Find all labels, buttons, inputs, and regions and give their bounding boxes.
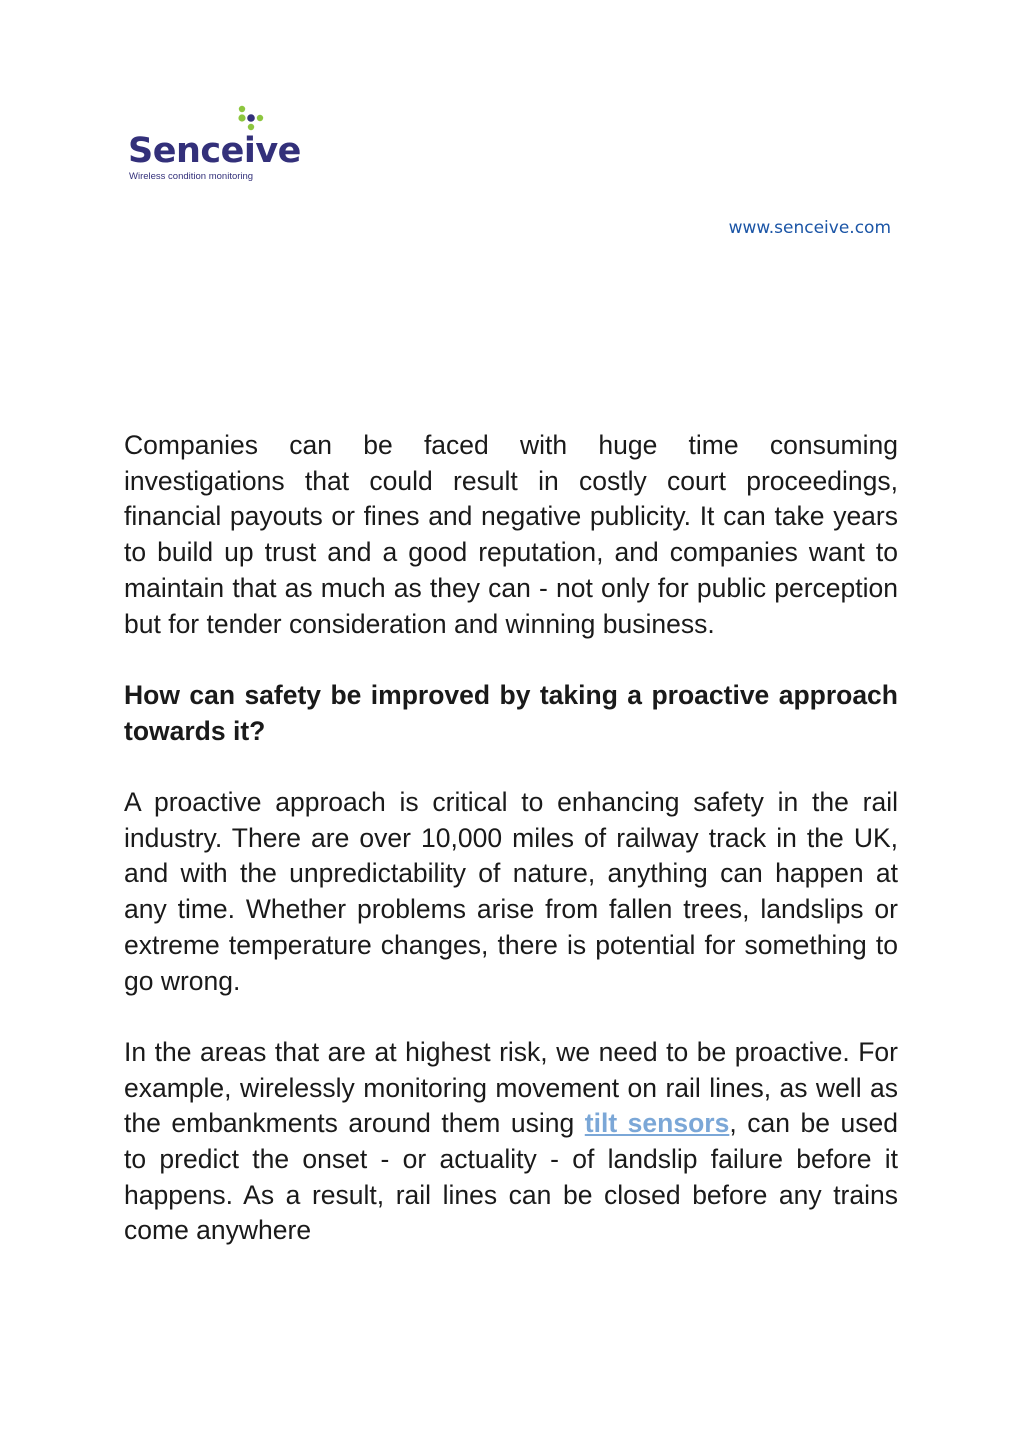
paragraph-risk-text-before: In the areas that are at highest risk, we need to be proactive. For example, wirelessly monitoring movement on rail lines, as well as the embankments around them using	[124, 1036, 898, 1139]
paragraph-risk-areas	[124, 1035, 898, 1249]
article-body	[124, 428, 898, 1285]
logo-wordmark: Senceive	[128, 131, 301, 171]
paragraph-intro: Companies can be faced with huge time consuming investigations that could result in costly court proceedings, financial payouts or fines and negative publicity. It can take years to build up trust and a good reputation, and companies want to maintain that as much as they can - not only for public perception but for tender consideration and winning business.	[124, 430, 898, 639]
paragraph-risk-text-after: , can be used to predict the onset - or actuality - of landslip failure before it happens. As a result, rail lines can be closed before any trains come anywhere	[124, 1108, 898, 1246]
logo-tagline: Wireless condition monitoring	[129, 171, 254, 182]
paragraph-proactive-approach: A proactive approach is critical to enhancing safety in the rail industry. There are over 10,000 miles of railway track in the UK, and with the unpredictability of nature, anything can happen at any time. Whether problems arise from fallen trees, landslips or extreme temperature changes, there is potential for something to go wrong.	[124, 787, 898, 996]
website-link[interactable]: www.senceive.com	[728, 218, 891, 238]
tilt-sensors-link[interactable]: tilt sensors	[584, 1108, 730, 1139]
senceive-logo	[128, 105, 303, 180]
section-heading: How can safety be improved by taking a proactive approach towards it?	[124, 679, 898, 746]
